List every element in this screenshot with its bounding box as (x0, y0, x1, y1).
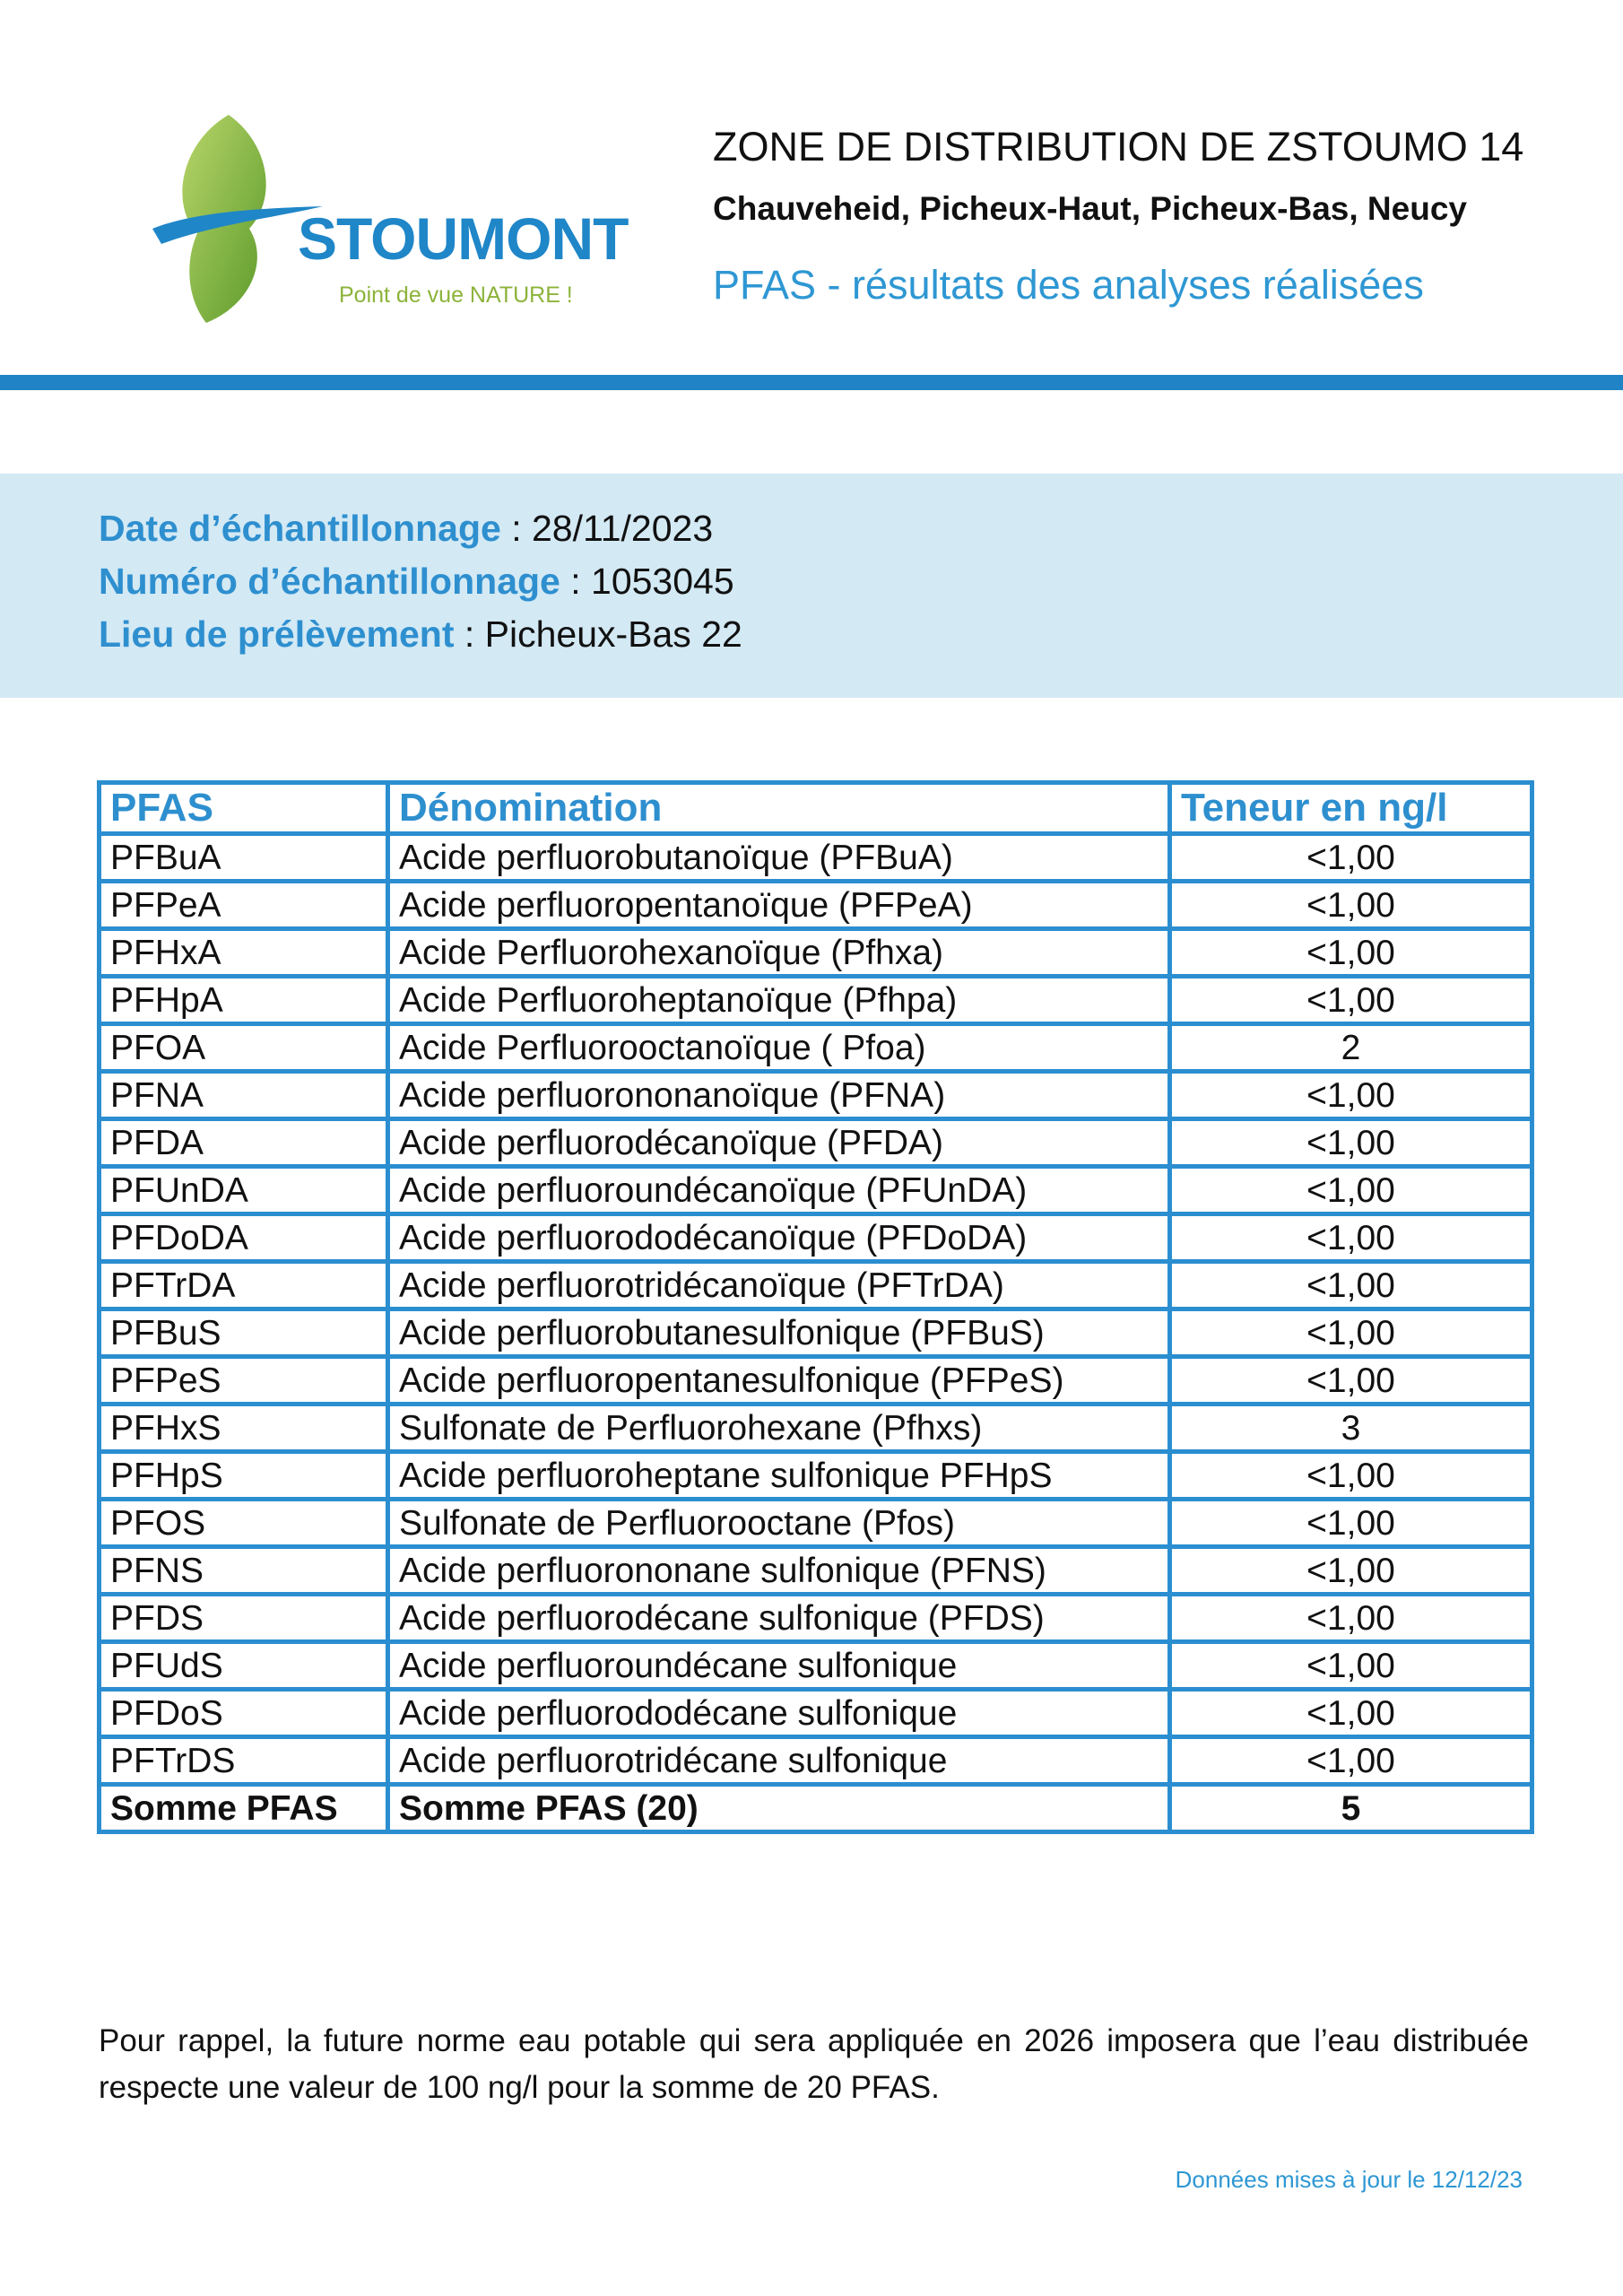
cell-teneur: <1,00 (1170, 1119, 1532, 1167)
cell-denomination: Acide perfluorobutanoïque (PFBuA) (388, 834, 1170, 882)
cell-denomination: Acide Perfluoroheptanoïque (Pfhpa) (388, 977, 1170, 1024)
cell-denomination: Somme PFAS (20) (388, 1785, 1170, 1832)
regulation-note: Pour rappel, la future norme eau potable qui sera appliquée en 2026 imposera que l’eau distribuée respecte une valeur de 100 ng/l pour la somme de 20 PFAS. (99, 2023, 1529, 2105)
cell-pfas-code: PFOA (100, 1024, 388, 1072)
table-row (100, 1024, 1532, 1072)
cell-pfas-code: PFHpS (100, 1452, 388, 1500)
cell-teneur: 5 (1170, 1785, 1532, 1832)
cell-denomination: Acide perfluorononane sulfonique (PFNS) (388, 1547, 1170, 1595)
cell-pfas-code: PFDS (100, 1595, 388, 1642)
page-subtitle: PFAS - résultats des analyses réalisées (713, 262, 1424, 308)
table-row (100, 1737, 1532, 1785)
table-header-row (100, 783, 1532, 834)
cell-denomination: Acide perfluoroundécanoïque (PFUnDA) (388, 1167, 1170, 1214)
cell-pfas-code: PFDoDA (100, 1214, 388, 1262)
cell-denomination: Acide perfluorobutanesulfonique (PFBuS) (388, 1309, 1170, 1357)
table-row (100, 1690, 1532, 1737)
sample-date (99, 508, 713, 550)
table-row (100, 1500, 1532, 1547)
stoumont-logo (143, 108, 655, 332)
cell-pfas-code: Somme PFAS (100, 1785, 388, 1832)
cell-pfas-code: PFUdS (100, 1642, 388, 1690)
sample-date-value: : 28/11/2023 (500, 508, 714, 549)
cell-denomination: Acide perfluorododécanoïque (PFDoDA) (388, 1214, 1170, 1262)
zone-places: Chauveheid, Picheux-Haut, Picheux-Bas, Neucy (713, 190, 1467, 227)
table-row (100, 1547, 1532, 1595)
cell-denomination: Acide perfluoropentanoïque (PFPeA) (388, 882, 1170, 929)
table-row (100, 1357, 1532, 1405)
cell-teneur: <1,00 (1170, 1072, 1532, 1119)
table-row (100, 1214, 1532, 1262)
table-row (100, 1167, 1532, 1214)
table-row (100, 1072, 1532, 1119)
cell-pfas-code: PFHxA (100, 929, 388, 977)
table-row (100, 834, 1532, 882)
logo-tagline: Point de vue NATURE ! (339, 283, 573, 308)
cell-teneur: <1,00 (1170, 1690, 1532, 1737)
sample-place-label: Lieu de prélèvement (99, 613, 455, 655)
cell-denomination: Acide perfluorotridécanoïque (PFTrDA) (388, 1262, 1170, 1309)
cell-denomination: Acide perfluorodécanoïque (PFDA) (388, 1119, 1170, 1167)
cell-teneur: <1,00 (1170, 1595, 1532, 1642)
cell-pfas-code: PFUnDA (100, 1167, 388, 1214)
cell-pfas-code: PFTrDS (100, 1737, 388, 1785)
cell-teneur: <1,00 (1170, 834, 1532, 882)
cell-teneur: <1,00 (1170, 1737, 1532, 1785)
sample-place-value: : Picheux-Bas 22 (454, 613, 742, 655)
cell-teneur: <1,00 (1170, 1262, 1532, 1309)
table-row (100, 1595, 1532, 1642)
table-row (100, 1119, 1532, 1167)
cell-teneur: 2 (1170, 1024, 1532, 1072)
sample-number-label: Numéro d’échantillonnage (99, 561, 560, 602)
cell-denomination: Acide perfluorotridécane sulfonique (388, 1737, 1170, 1785)
cell-teneur: <1,00 (1170, 882, 1532, 929)
cell-teneur: <1,00 (1170, 1309, 1532, 1357)
sample-date-label: Date d’échantillonnage (99, 508, 501, 549)
table-row (100, 1452, 1532, 1500)
last-updated: Données mises à jour le 12/12/23 (1175, 2166, 1523, 2193)
table-row (100, 1642, 1532, 1690)
cell-pfas-code: PFOS (100, 1500, 388, 1547)
col-header-teneur: Teneur en ng/l (1170, 783, 1532, 834)
cell-pfas-code: PFPeS (100, 1357, 388, 1405)
cell-denomination: Acide Perfluorooctanoïque ( Pfoa) (388, 1024, 1170, 1072)
cell-pfas-code: PFHpA (100, 977, 388, 1024)
sample-number (99, 561, 734, 603)
leaf-swoosh-icon (143, 108, 323, 332)
table-row (100, 1262, 1532, 1309)
cell-denomination: Sulfonate de Perfluorohexane (Pfhxs) (388, 1405, 1170, 1452)
table-row (100, 1405, 1532, 1452)
cell-teneur: <1,00 (1170, 977, 1532, 1024)
cell-denomination: Acide perfluoropentanesulfonique (PFPeS) (388, 1357, 1170, 1405)
table-row (100, 929, 1532, 977)
cell-teneur: <1,00 (1170, 1642, 1532, 1690)
cell-pfas-code: PFNA (100, 1072, 388, 1119)
cell-denomination: Sulfonate de Perfluorooctane (Pfos) (388, 1500, 1170, 1547)
sample-place (99, 613, 742, 656)
cell-teneur: <1,00 (1170, 1357, 1532, 1405)
cell-pfas-code: PFHxS (100, 1405, 388, 1452)
table-total-row (100, 1785, 1532, 1832)
cell-denomination: Acide Perfluorohexanoïque (Pfhxa) (388, 929, 1170, 977)
cell-denomination: Acide perfluoroundécane sulfonique (388, 1642, 1170, 1690)
table-row (100, 977, 1532, 1024)
cell-pfas-code: PFDA (100, 1119, 388, 1167)
cell-pfas-code: PFDoS (100, 1690, 388, 1737)
pfas-results-table (97, 780, 1534, 1834)
cell-denomination: Acide perfluorononanoïque (PFNA) (388, 1072, 1170, 1119)
cell-pfas-code: PFBuS (100, 1309, 388, 1357)
header-divider (0, 375, 1623, 390)
cell-pfas-code: PFBuA (100, 834, 388, 882)
cell-denomination: Acide perfluorodécane sulfonique (PFDS) (388, 1595, 1170, 1642)
cell-teneur: <1,00 (1170, 1547, 1532, 1595)
cell-teneur: <1,00 (1170, 1452, 1532, 1500)
col-header-pfas: PFAS (100, 783, 388, 834)
cell-pfas-code: PFTrDA (100, 1262, 388, 1309)
cell-teneur: <1,00 (1170, 1214, 1532, 1262)
zone-title: ZONE DE DISTRIBUTION DE ZSTOUMO 14 (713, 124, 1524, 170)
cell-pfas-code: PFPeA (100, 882, 388, 929)
table-row (100, 1309, 1532, 1357)
cell-pfas-code: PFNS (100, 1547, 388, 1595)
cell-teneur: <1,00 (1170, 929, 1532, 977)
cell-denomination: Acide perfluorododécane sulfonique (388, 1690, 1170, 1737)
col-header-denomination: Dénomination (388, 783, 1170, 834)
sample-number-value: : 1053045 (560, 561, 734, 602)
table-row (100, 882, 1532, 929)
logo-name: STOUMONT (298, 205, 629, 272)
cell-denomination: Acide perfluoroheptane sulfonique PFHpS (388, 1452, 1170, 1500)
cell-teneur: <1,00 (1170, 1500, 1532, 1547)
sample-info-panel (0, 474, 1623, 698)
cell-teneur: <1,00 (1170, 1167, 1532, 1214)
cell-teneur: 3 (1170, 1405, 1532, 1452)
